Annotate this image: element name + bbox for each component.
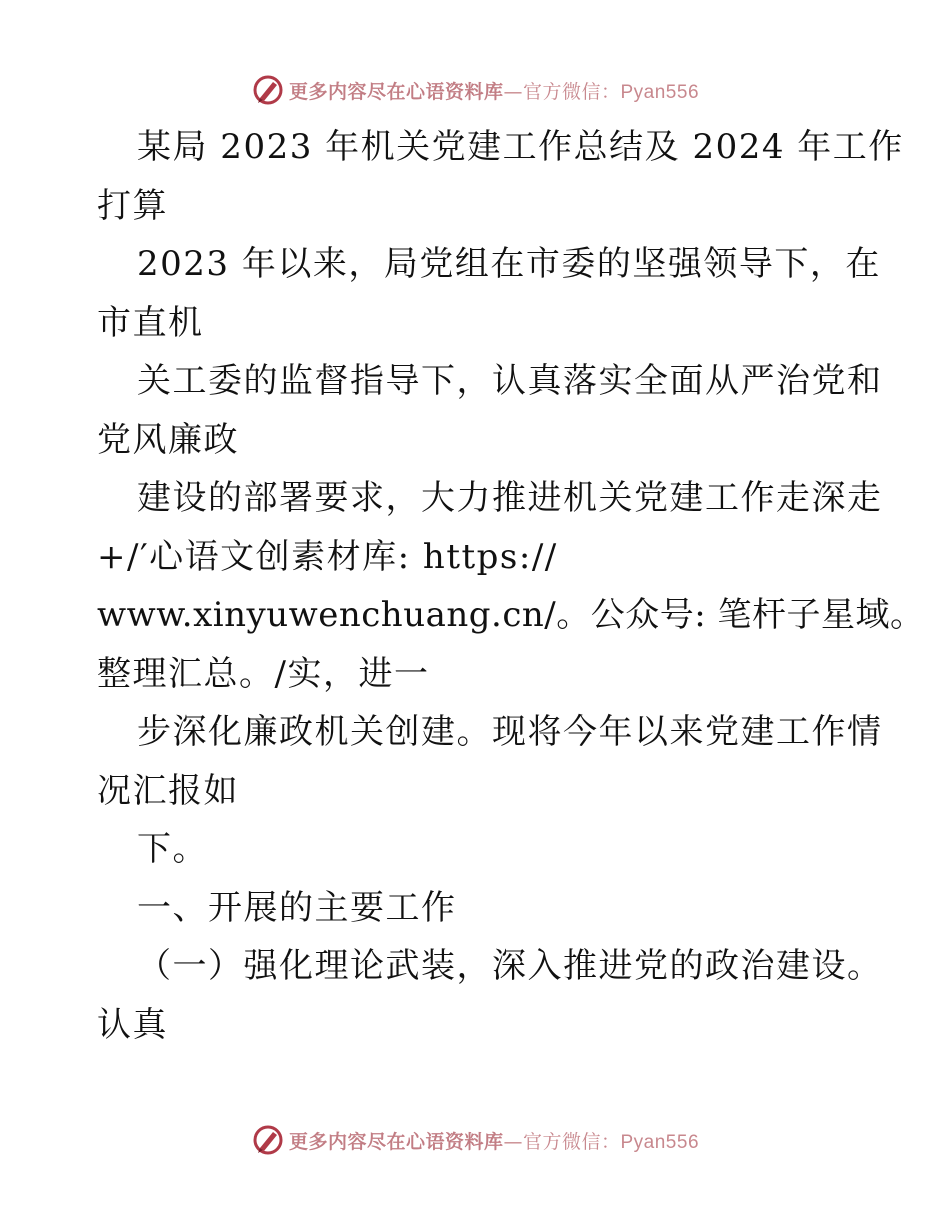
banner-official: 官方微信： <box>522 1130 621 1153</box>
paragraph-line: 建设的部署要求，大力推进机关党建工作走深走 <box>137 478 883 518</box>
paragraph-line: 整理汇总。/实，进一 <box>97 653 430 694</box>
banner-official: 官方微信： <box>522 80 621 103</box>
paragraph-line: 步深化廉政机关创建。现将今年以来党建工作情 <box>137 712 883 752</box>
footer-watermark-banner <box>0 1120 950 1160</box>
banner-prefix: 更多内容尽在心语资料库 <box>288 80 504 103</box>
paragraph-line: 认真 <box>97 1004 168 1045</box>
banner-wechat-id: Pyan556 <box>620 1131 700 1153</box>
banner-text <box>289 77 699 104</box>
pen-logo-icon <box>251 1123 285 1157</box>
paragraph-line-url: www.xinyuwenchuang.cn/。公众号: 笔杆子星域。 <box>97 595 925 635</box>
paragraph-line: 党风廉政 <box>97 419 239 460</box>
document-body <box>97 118 925 1054</box>
banner-text <box>289 1127 699 1154</box>
banner-wechat-id: Pyan556 <box>620 81 700 103</box>
paragraph-line: 市直机 <box>97 302 204 343</box>
paragraph-line: +/′心语文创素材库: https:// <box>97 536 558 577</box>
banner-dash: — <box>503 1130 523 1153</box>
doc-title-line-2: 打算 <box>97 185 168 226</box>
subsection-heading: （一）强化理论武装，深入推进党的政治建设。 <box>137 946 883 986</box>
paragraph-line: 下。 <box>137 829 208 869</box>
section-heading: 一、开展的主要工作 <box>137 887 457 928</box>
paragraph-line: 况汇报如 <box>97 770 239 811</box>
pen-logo-icon <box>251 73 285 107</box>
header-watermark-banner <box>0 70 950 110</box>
paragraph-line: 2023 年以来，局党组在市委的坚强领导下，在 <box>137 244 881 284</box>
banner-dash: — <box>503 80 523 103</box>
doc-title-line-1: 某局 2023 年机关党建工作总结及 2024 年工作 <box>137 127 904 167</box>
banner-prefix: 更多内容尽在心语资料库 <box>288 1130 504 1153</box>
paragraph-line: 关工委的监督指导下，认真落实全面从严治党和 <box>137 361 883 401</box>
